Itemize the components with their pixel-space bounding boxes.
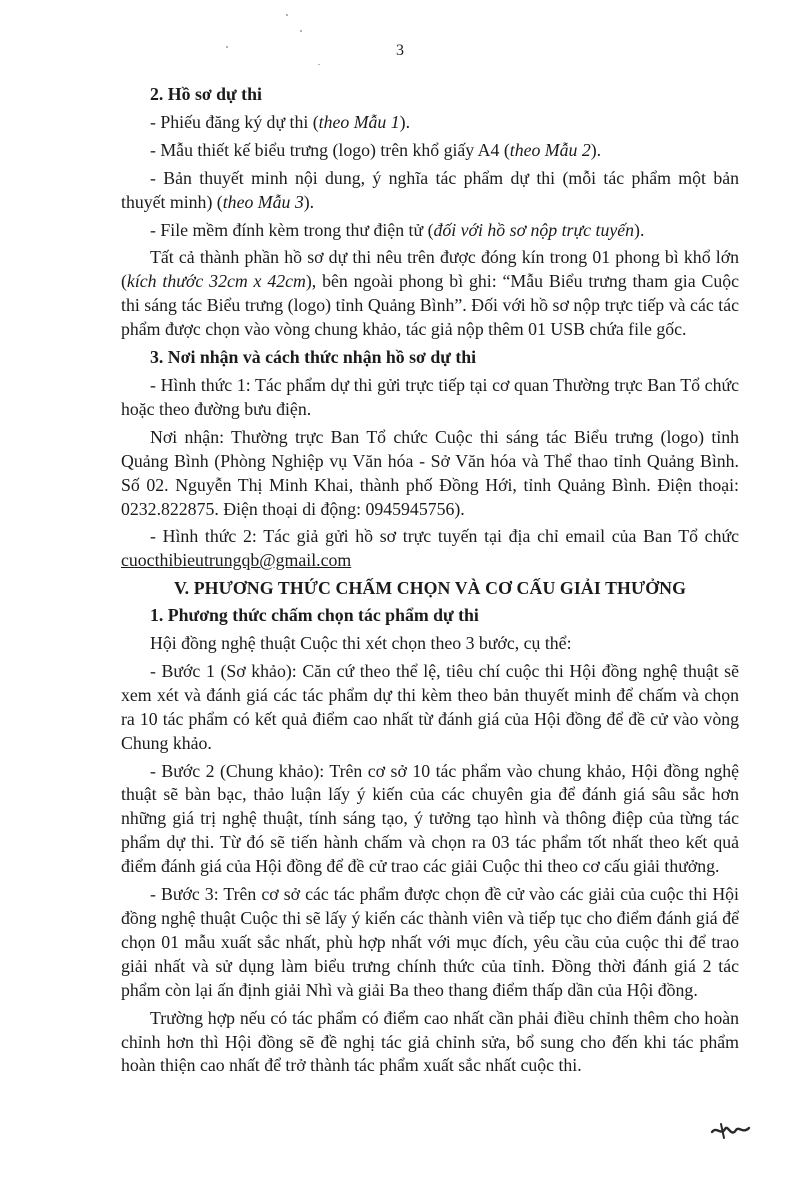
paragraph-intro: Hội đồng nghệ thuật Cuộc thi xét chọn theo 3 bước, cụ thể: [150,633,572,654]
list-item-explanation: - Bản thuyết minh nội dung, ý nghĩa tác phẩm dự thi (mỗi tác phẩm một bản thuyết minh) (theo Mẫu 3). [121,167,739,212]
paragraph-closing: Trường hợp nếu có tác phẩm có điểm cao nhất cần phải điều chỉnh thêm cho hoàn chỉnh hơn thì Hội đồng sẽ đề nghị tác giả chỉnh sửa, bổ sung cho đến khi tác phẩm hoàn thiện cao nhất để trở thành tác phẩm xuất sắc nhất cuộc thi. [121,1007,739,1076]
paragraph-step-3: - Bước 3: Trên cơ sở các tác phẩm được chọn đề cử vào các giải của cuộc thi Hội đồng nghệ thuật Cuộc thi sẽ lấy ý kiến các thành viên và tiếp tục cho điểm đánh giá để chọn 01 mẫu xuất sắc nhất, phù hợp nhất với mục đích, yêu cầu của cuộc thi để trao giải nhất và sử dụng làm biểu trưng chính thức của tỉnh. Đồng thời đánh giá 2 tác phẩm còn lại ấn định giải Nhì và giải Ba theo thang điểm thấp dần của Hội đồng. [121,884,739,1000]
scan-speck [300,30,302,32]
paragraph-step-1: - Bước 1 (Sơ khảo): Căn cứ theo thể lệ, tiêu chí cuộc thi Hội đồng nghệ thuật sẽ xem xét và đánh giá các tác phẩm dự thi kèm theo bản thuyết minh để chấm và chọn ra 10 tác phẩm có kết quả điểm cao nhất từ đánh giá của Hội đồng để đề cử vào vòng Chung khảo. [121,660,739,753]
list-item-soft-file: - File mềm đính kèm trong thư điện tử (đối với hồ sơ nộp trực tuyến). [150,219,645,240]
email-link[interactable]: cuocthibieutrungqb@gmail.com [121,550,352,571]
list-item-logo-design: - Mẫu thiết kế biểu trưng (logo) trên khổ giấy A4 (theo Mẫu 2). [150,139,602,160]
page-number: 3 [396,42,404,59]
initial-mark-icon [709,1118,753,1144]
section-heading-phuong-thuc: 1. Phương thức chấm chọn tác phẩm dự thi [150,605,479,626]
paragraph-step-2: - Bước 2 (Chung khảo): Trên cơ sở 10 tác phẩm vào chung khảo, Hội đồng nghệ thuật sẽ bàn bạc, thảo luận lấy ý kiến của các chuyên gia để đánh giá sâu sắc hơn những giá trị nghệ thuật, tính sáng tạo, ý tưởng tạo hình và thông điệp của từng tác phẩm dự thi. Từ đó sẽ tiến hành chấm và chọn ra 03 tác phẩm tốt nhất theo kết quả điểm đánh giá của Hội đồng để đề cử trao các giải Cuộc thi theo cơ cấu giải thưởng. [121,760,739,877]
paragraph-form-2: - Hình thức 2: Tác giả gửi hồ sơ trực tuyến tại địa chỉ email của Ban Tổ chức cuocthibieutrungqb@gmail.com [121,526,739,571]
document-body [121,80,739,1078]
paragraph-receiver-address: Nơi nhận: Thường trực Ban Tổ chức Cuộc thi sáng tác Biểu trưng (logo) tỉnh Quảng Bình (Phòng Nghiệp vụ Văn hóa - Sở Văn hóa và Thể thao tỉnh Quảng Bình. Số 02. Nguyễn Thị Minh Khai, thành phố Đồng Hới, tỉnh Quảng Bình. Điện thoại: 0232.822875. Điện thoại di động: 0945945756). [121,426,739,519]
list-item-registration-form: - Phiếu đăng ký dự thi (theo Mẫu 1). [150,111,411,132]
paragraph-form-1: - Hình thức 1: Tác phẩm dự thi gửi trực tiếp tại cơ quan Thường trực Ban Tổ chức hoặc theo đường bưu điện. [121,374,739,419]
scan-speck [318,64,320,65]
section-title-v: V. PHƯƠNG THỨC CHẤM CHỌN VÀ CƠ CẤU GIẢI THƯỞNG [173,578,687,599]
scan-speck [226,46,228,48]
scan-speck [286,14,288,16]
section-heading-noi-nhan: 3. Nơi nhận và cách thức nhận hồ sơ dự thi [150,347,477,368]
section-heading-ho-so: 2. Hồ sơ dự thi [150,84,262,104]
paragraph-envelope: Tất cả thành phần hồ sơ dự thi nêu trên được đóng kín trong 01 phong bì khổ lớn (kích thước 32cm x 42cm), bên ngoài phong bì ghi: “Mẫu Biểu trưng tham gia Cuộc thi sáng tác Biểu trưng (logo) tỉnh Quảng Bình”. Đối với hồ sơ nộp trực tiếp và các tác phẩm được chọn vào vòng chung khảo, tác giả nộp thêm 01 USB chứa file gốc. [121,247,740,340]
